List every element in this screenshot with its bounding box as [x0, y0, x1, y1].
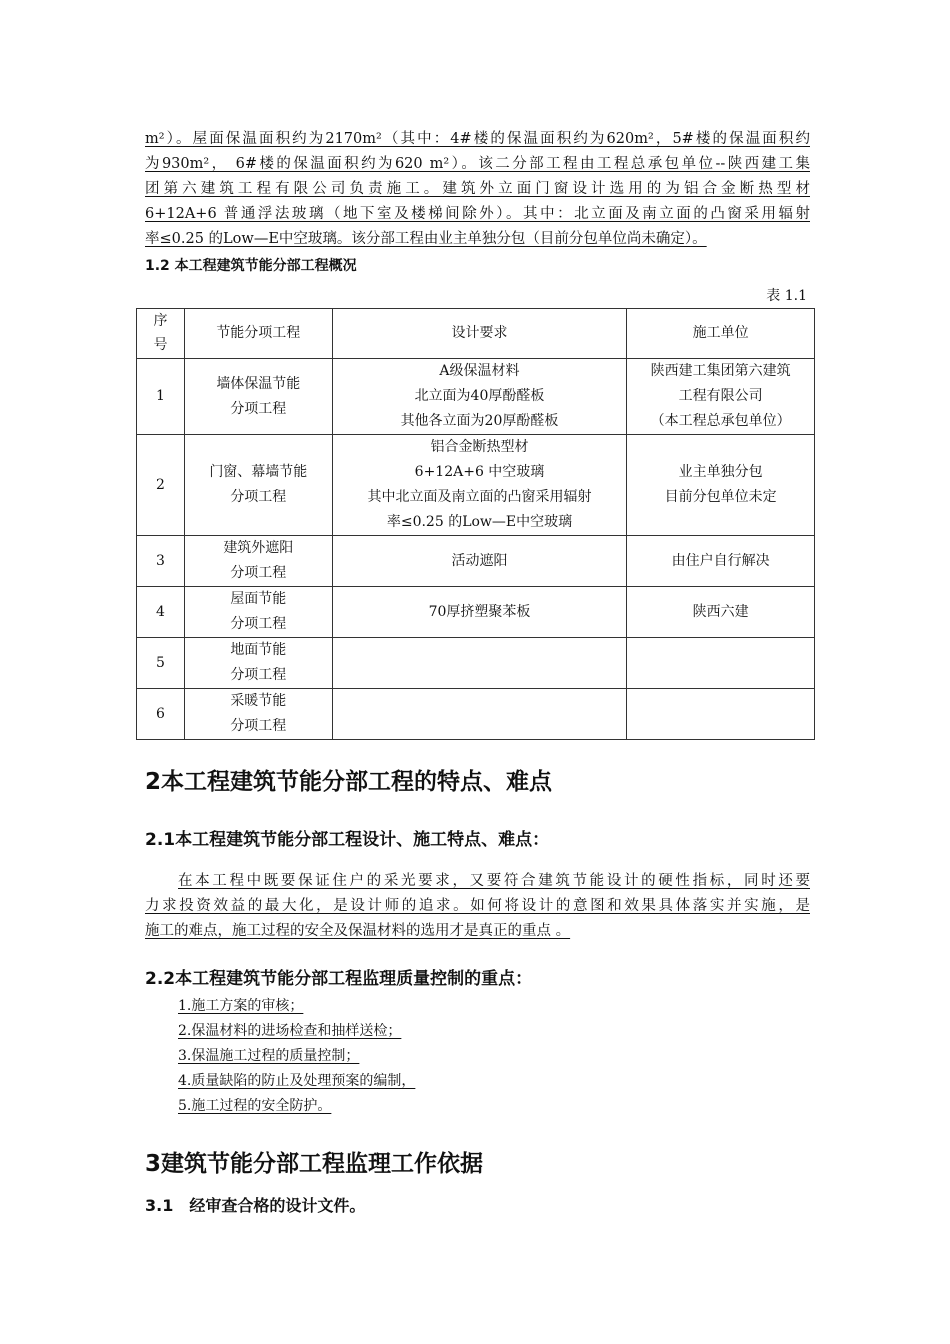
cell-unit: 业主单独分包 目前分包单位未定 — [627, 435, 815, 536]
cell-design: 70厚挤塑聚苯板 — [332, 587, 627, 638]
table-header-row — [137, 309, 815, 359]
cell-no: 1 — [137, 359, 185, 435]
paragraph-line: 6+12A+6 普通浮法玻璃（地下室及楼梯间除外）。其中：北立面及南立面的凸窗采用辐射 — [145, 206, 810, 222]
cell-unit: 陕西建工集团第六建筑 工程有限公司 （本工程总承包单位） — [627, 359, 815, 435]
cell-item: 墙体保温节能 分项工程 — [184, 359, 332, 435]
paragraph-line: 率≤0.25 的Low—E中空玻璃。该分部工程由业主单独分包（目前分包单位尚未确定）。 — [145, 231, 707, 247]
list-item: 4.质量缺陷的防止及处理预案的编制， — [178, 1073, 416, 1089]
section-heading-2: 2本工程建筑节能分部工程的特点、难点 — [145, 769, 553, 795]
paragraph-line: 在本工程中既要保证住户的采光要求，又要符合建筑节能设计的硬性指标，同时还要 — [178, 873, 810, 889]
section-heading-3: 3建筑节能分部工程监理工作依据 — [145, 1151, 484, 1177]
cell-item: 地面节能 分项工程 — [184, 638, 332, 689]
table-row — [137, 689, 815, 740]
cell-no: 2 — [137, 435, 185, 536]
cell-unit — [627, 689, 815, 740]
section-heading-2-2: 2.2本工程建筑节能分部工程监理质量控制的重点： — [145, 969, 533, 989]
cell-design — [332, 689, 627, 740]
table-row — [137, 359, 815, 435]
cell-item: 门窗、幕墙节能 分项工程 — [184, 435, 332, 536]
cell-no: 6 — [137, 689, 185, 740]
table-row — [137, 587, 815, 638]
table-row — [137, 536, 815, 587]
cell-no: 3 — [137, 536, 185, 587]
header-no: 序号 — [137, 309, 185, 359]
cell-unit: 由住户自行解决 — [627, 536, 815, 587]
paragraph-line: 为930m²， 6#楼的保温面积约为620 m²）。该二分部工程由工程总承包单位--陕西建工集 — [145, 156, 810, 172]
list-item: 3.保温施工过程的质量控制； — [178, 1048, 360, 1064]
cell-item: 屋面节能 分项工程 — [184, 587, 332, 638]
paragraph-line: 力求投资效益的最大化，是设计师的追求。如何将设计的意图和效果具体落实并实施，是 — [145, 898, 810, 914]
intro-paragraph — [145, 127, 810, 252]
section-heading-3-1: 3.1 经审查合格的设计文件。 — [145, 1196, 366, 1215]
cell-item: 采暖节能 分项工程 — [184, 689, 332, 740]
paragraph-line: 施工的难点，施工过程的安全及保温材料的选用才是真正的重点 。 — [145, 923, 571, 939]
cell-no: 4 — [137, 587, 185, 638]
table-caption: 表 1.1 — [766, 288, 807, 304]
header-unit: 施工单位 — [627, 309, 815, 359]
paragraph-line: 团第六建筑工程有限公司负责施工。建筑外立面门窗设计选用的为铝合金断热型材 — [145, 181, 810, 197]
cell-design: 铝合金断热型材 6+12A+6 中空玻璃 其中北立面及南立面的凸窗采用辐射 率≤0.25 的Low—E中空玻璃 — [332, 435, 627, 536]
table-row — [137, 435, 815, 536]
header-design: 设计要求 — [332, 309, 627, 359]
quality-control-list — [178, 994, 415, 1119]
cell-design — [332, 638, 627, 689]
cell-design: 活动遮阳 — [332, 536, 627, 587]
list-item: 5.施工过程的安全防护。 — [178, 1098, 332, 1114]
list-item: 2.保温材料的进场检查和抽样送检； — [178, 1023, 402, 1039]
list-item: 1.施工方案的审核； — [178, 998, 304, 1014]
section-heading-1-2: 1.2 本工程建筑节能分部工程概况 — [145, 258, 357, 274]
cell-item: 建筑外遮阳 分项工程 — [184, 536, 332, 587]
cell-design: A级保温材料 北立面为40厚酚醛板 其他各立面为20厚酚醛板 — [332, 359, 627, 435]
header-item: 节能分项工程 — [184, 309, 332, 359]
paragraph-line: m²）。屋面保温面积约为2170m²（其中：4#楼的保温面积约为620m²，5#楼的保温面积约 — [145, 131, 810, 147]
cell-unit: 陕西六建 — [627, 587, 815, 638]
cell-no: 5 — [137, 638, 185, 689]
section-2-1-paragraph — [145, 869, 810, 944]
cell-unit — [627, 638, 815, 689]
table-row — [137, 638, 815, 689]
energy-saving-table — [136, 308, 815, 740]
section-heading-2-1: 2.1本工程建筑节能分部工程设计、施工特点、难点： — [145, 830, 550, 850]
